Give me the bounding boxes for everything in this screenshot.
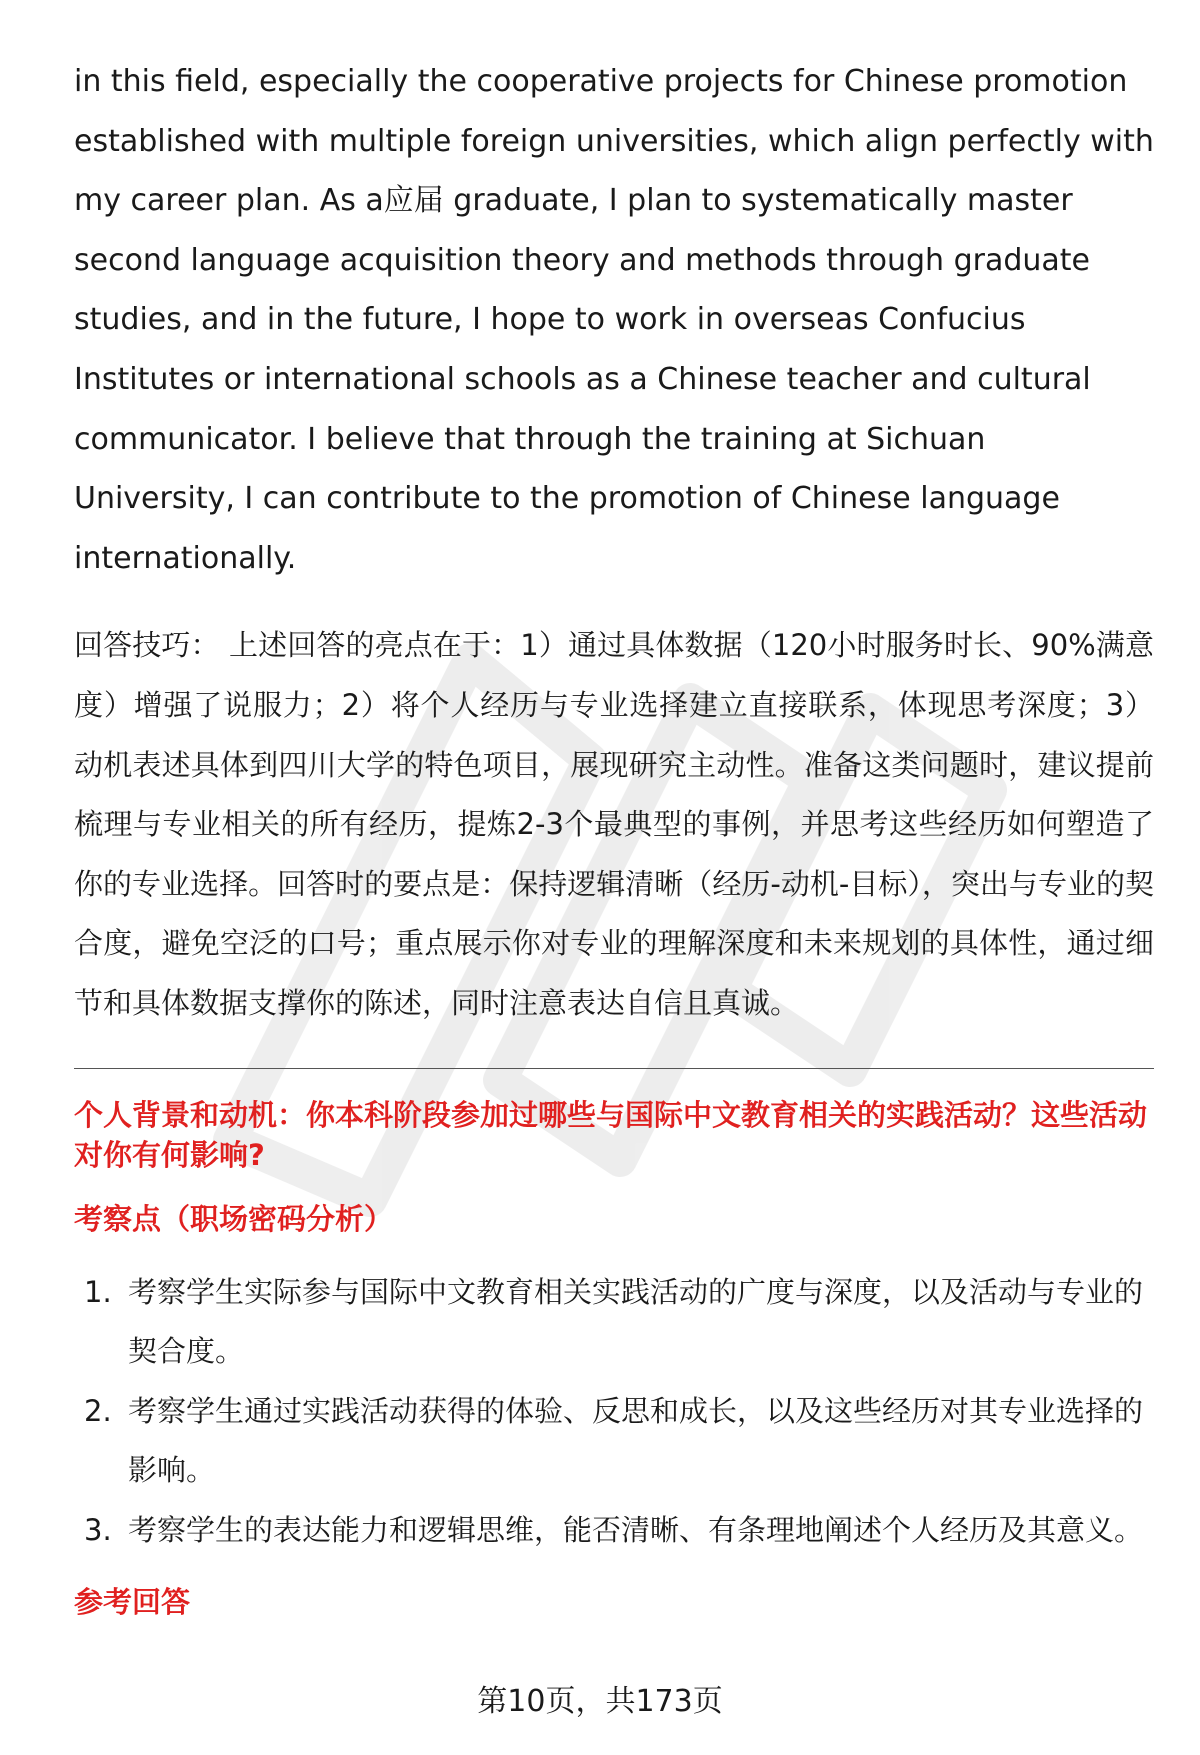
section-divider [74,1068,1154,1069]
list-item-number: 3. [84,1512,112,1547]
exam-points-list [74,1263,1154,1561]
list-item-text: 考察学生的表达能力和逻辑思维，能否清晰、有条理地阐述个人经历及其意义。 [128,1512,1144,1547]
reference-answer-heading: 参考回答 [74,1585,191,1620]
list-item [74,1263,1154,1382]
list-item [74,1501,1154,1561]
document-page [74,52,1154,1622]
exam-points-heading: 考察点（职场密码分析） [74,1201,394,1236]
list-item-text: 考察学生通过实践活动获得的体验、反思和成长，以及这些经历对其专业选择的影响。 [128,1393,1144,1488]
page-footer: 第10页，共173页 [477,1684,723,1719]
question-heading: 个人背景和动机：你本科阶段参加过哪些与国际中文教育相关的实践活动？这些活动对你有何影响? [74,1097,1148,1172]
list-item-number: 1. [84,1274,112,1309]
english-answer-paragraph: in this field, especially the cooperative projects for Chinese promotion established with multiple foreign universities, which align perfectly with my career plan. As a应届 graduate, I plan to systematically master second language acquisition theory and methods through graduate studies, and in the future, I hope to work in overseas Confucius Institutes or international schools as a Chinese teacher and cultural communicator. I believe that through the training at Sichuan University, I can contribute to the promotion of Chinese language internationally. [74,64,1154,576]
list-item-number: 2. [84,1393,112,1428]
answer-tips: 回答技巧： 上述回答的亮点在于：1）通过具体数据（120小时服务时长、90%满意度）增强了说服力；2）将个人经历与专业选择建立直接联系，体现思考深度；3）动机表述具体到四川大学的特色项目，展现研究主动性。准备这类问题时，建议提前梳理与专业相关的所有经历，提炼2-3个最典型的事例，并思考这些经历如何塑造了你的专业选择。回答时的要点是：保持逻辑清晰（经历-动机-目标），突出与专业的契合度，避免空泛的口号；重点展示你对专业的理解深度和未来规划的具体性，通过细节和具体数据支撑你的陈述，同时注意表达自信且真诚。 [74,628,1154,1020]
list-item [74,1382,1154,1501]
list-item-text: 考察学生实际参与国际中文教育相关实践活动的广度与深度，以及活动与专业的契合度。 [128,1274,1144,1369]
